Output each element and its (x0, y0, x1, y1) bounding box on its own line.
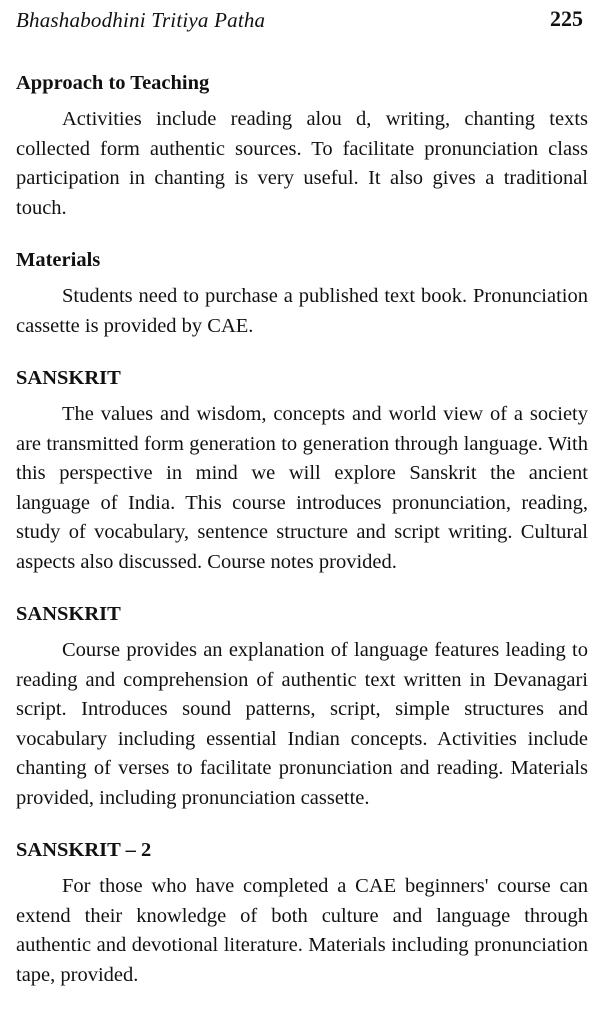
running-head-title: Bhashabodhini Tritiya Patha (16, 8, 266, 32)
section-sanskrit-2 (16, 835, 588, 990)
section-paragraph: Course provides an explanation of language features leading to reading and comprehension of authentic text written in Devanagari script. Introduces sound patterns, script, simple structures and vocabulary including essential Indian concepts. Activities include chanting of verses to facilitate pronunciation and reading. Materials provided, including pronunciation cassette. (16, 639, 588, 809)
section-approach-to-teaching (16, 68, 588, 223)
section-heading: Materials (16, 249, 101, 271)
section-heading: Approach to Teaching (16, 72, 210, 94)
section-paragraph: For those who have completed a CAE beginners' course can extend their knowledge of both culture and language through authentic and devotional literature. Materials including pronunciation tape, provided. (16, 875, 588, 986)
page-number: 225 (550, 6, 583, 31)
section-heading: SANSKRIT – 2 (16, 839, 152, 861)
section-sanskrit-devanagari (16, 599, 588, 813)
section-sanskrit-intro (16, 363, 588, 577)
section-paragraph: Students need to purchase a published text book. Pronunciation cassette is provided by CAE. (16, 285, 588, 337)
page-content (16, 68, 588, 990)
section-paragraph: Activities include reading alou d, writing, chanting texts collected form authentic sources. To facilitate pronunciation class participation in chanting is very useful. It also gives a traditional touch. (16, 108, 588, 219)
section-heading: SANSKRIT (16, 603, 121, 625)
section-materials (16, 245, 588, 341)
section-heading: SANSKRIT (16, 367, 121, 389)
section-paragraph: The values and wisdom, concepts and world view of a society are transmitted form generation to generation through language. With this perspective in mind we will explore Sanskrit the ancient language of India. This course introduces pronunciation, reading, study of vocabulary, sentence structure and script writing. Cultural aspects also discussed. Course notes provided. (16, 403, 588, 573)
